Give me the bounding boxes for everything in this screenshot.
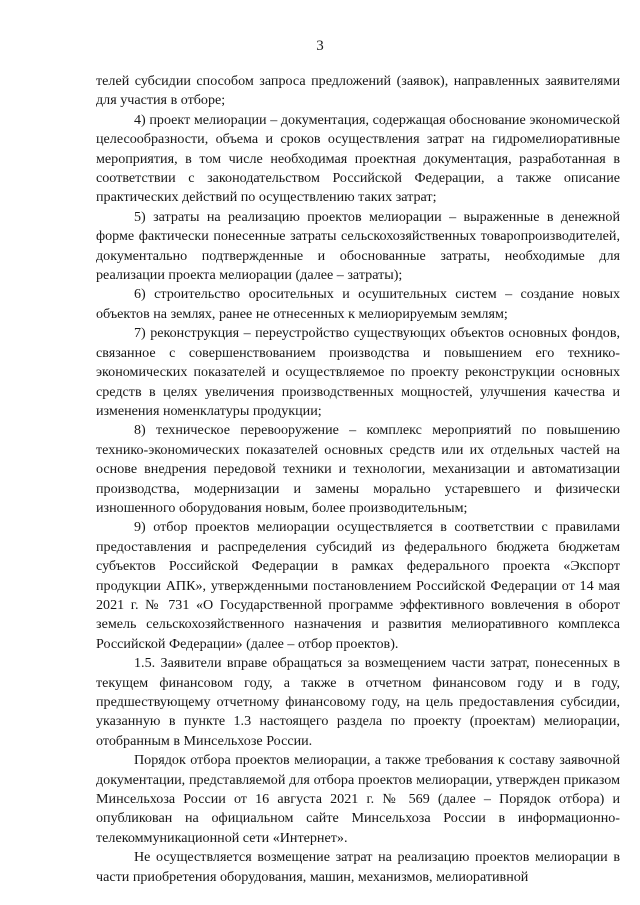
paragraph-item-8: 8) техническое перевооружение – комплекс мероприятий по повышению технико-экономических показателей основных средств или их отдельных частей на основе внедрения передовой техники и технологии, механизации и автоматизации производства, модернизации и замены морально устаревшего и физически изношенного оборудования новым, более производительным; [96,422,620,516]
paragraph-item-7: 7) реконструкция – переустройство существующих объектов основных фондов, связанное с совершенствованием производства и повышением его технико-экономических показателей и осуществляемое по проекту реконструкции основных средств в целях увеличения производственных мощностей, улучшения качества и изменения номенклатуры продукции; [96,325,620,419]
paragraph-item-4: 4) проект мелиорации – документация, содержащая обоснование экономической целесообразности, объема и сроков осуществления затрат на гидромелиоративные мероприятия, в том числе необходимая проектная документация, разработанная в соответствии с законодательством Российской Федерации, а также описание практических действий по осуществлению таких затрат; [96,111,620,206]
paragraph-continuation: телей субсидии способом запроса предложений (заявок), направленных заявителями для участия в отборе; [96,73,620,109]
paragraph-item-6: 6) строительство оросительных и осушительных систем – создание новых объектов на землях, ранее не отнесенных к мелиорируемым землям; [96,286,620,322]
paragraph-exclusions: Не осуществляется возмещение затрат на реализацию проектов мелиорации в части приобретения оборудования, машин, механизмов, мелиоративной [96,849,620,885]
paragraph-item-5: 5) затраты на реализацию проектов мелиорации – выраженные в денежной форме фактически понесенные затраты сельскохозяйственных товаропроизводителей, документально подтвержденные и обоснованные затраты, необходимые для реализации проекта мелиорации (далее – затраты); [96,208,620,284]
paragraph-section-1-5: 1.5. Заявители вправе обращаться за возмещением части затрат, понесенных в текущем финансовом году, а также в отчетном финансовом году и в году, предшествующему отчетному финансовому году, на цель предоставления субсидии, указанную в пункте 1.3 настоящего раздела по проекту (проектам) мелиорации, отобранным в Минсельхозе России. [96,655,620,749]
document-body [96,72,620,887]
page-number: 3 [316,38,324,54]
paragraph-item-9: 9) отбор проектов мелиорации осуществляется в соответствии с правилами предоставления и распределения субсидий из федерального бюджета бюджетам субъектов Российской Федерации в рамках федерального проекта «Экспорт продукции АПК», утвержденными постановлением Российской Федерации от 14 мая 2021 г. № 731 «О Государственной программе эффективного вовлечения в оборот земель сельскохозяйственного назначения и развития мелиоративного комплекса Российской Федерации» (далее – отбор проектов). [96,519,620,652]
paragraph-selection-procedure: Порядок отбора проектов мелиорации, а также требования к составу заявочной документации, представляемой для отбора проектов мелиорации, утвержден приказом Минсельхоза России от 16 августа 2021 г. № 569 (далее – Порядок отбора) и опубликован на официальном сайте Минсельхоза России в информационно-телекоммуникационной сети «Интернет». [96,752,620,846]
